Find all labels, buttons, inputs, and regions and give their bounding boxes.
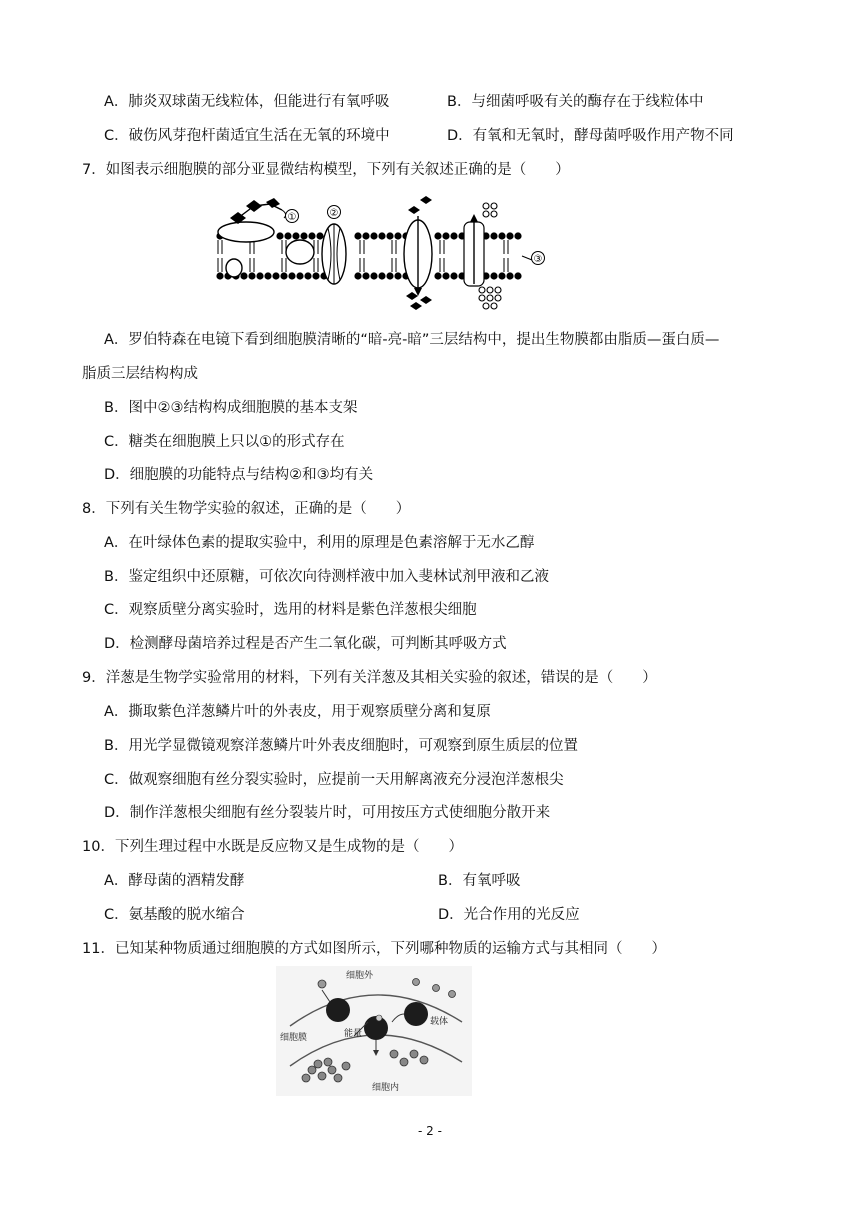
page-number: - 2 - [418,1124,442,1138]
fig-label-2: ② [329,208,339,219]
q7-option-a-line2: 脂质三层结构构成 [82,366,198,382]
q8-option-a: A．在叶绿体色素的提取实验中，利用的原理是色素溶解于无水乙醇 [104,535,535,551]
q11-stem: 11．已知某种物质通过细胞膜的方式如图所示，下列哪种物质的运输方式与其相同（ ） [82,941,666,957]
q9-option-c: C．做观察细胞有丝分裂实验时，应提前一天用解离液充分浸泡洋葱根尖 [104,772,564,788]
q10-option-b: B．有氧呼吸 [438,873,521,889]
q7-stem: 7．如图表示细胞膜的部分亚显微结构模型，下列有关叙述正确的是（ ） [82,162,570,178]
q7-option-b: B．图中②③结构构成细胞膜的基本支架 [104,400,358,416]
q10-option-a: A．酵母菌的酒精发酵 [104,873,245,889]
q9-stem: 9．洋葱是生物学实验常用的材料，下列有关洋葱及其相关实验的叙述，错误的是（ ） [82,670,657,686]
fig-label-outside: 细胞外 [346,971,374,981]
q10-stem: 10．下列生理过程中水既是反应物又是生成物的是（ ） [82,839,463,855]
q8-stem: 8．下列有关生物学实验的叙述，正确的是（ ） [82,501,411,517]
q6-option-c: C．破伤风芽孢杆菌适宜生活在无氧的环境中 [104,128,390,144]
cell-membrane-diagram [210,192,550,312]
q10-option-d: D．光合作用的光反应 [438,907,580,923]
q7-option-c: C．糖类在细胞膜上只以①的形式存在 [104,434,345,450]
q9-option-b: B．用光学显微镜观察洋葱鳞片叶外表皮细胞时，可观察到原生质层的位置 [104,738,578,754]
q6-option-d: D．有氧和无氧时，酵母菌呼吸作用产物不同 [447,128,734,144]
q7-option-d: D．细胞膜的功能特点与结构②和③均有关 [104,467,374,483]
q8-option-c: C．观察质壁分离实验时，选用的材料是紫色洋葱根尖细胞 [104,602,477,618]
fig-label-carrier: 载体 [430,1017,449,1027]
fig-label-1: ① [287,212,297,223]
q6-option-b: B．与细菌呼吸有关的酶存在于线粒体中 [447,94,704,110]
q9-option-d: D．制作洋葱根尖细胞有丝分裂装片时，可用按压方式使细胞分散开来 [104,805,551,821]
active-transport-diagram [276,966,472,1096]
q6-option-a: A．肺炎双球菌无线粒体，但能进行有氧呼吸 [104,94,390,110]
fig-label-inside: 细胞内 [372,1083,400,1093]
q8-option-d: D．检测酵母菌培养过程是否产生二氧化碳，可判断其呼吸方式 [104,636,507,652]
q9-option-a: A．撕取紫色洋葱鳞片叶的外表皮，用于观察质壁分离和复原 [104,704,491,720]
fig-label-3: ③ [533,254,543,265]
fig-label-membrane: 细胞膜 [280,1033,308,1043]
q8-option-b: B．鉴定组织中还原糖，可依次向待测样液中加入斐林试剂甲液和乙液 [104,569,549,585]
q7-option-a-line1: A．罗伯特森在电镜下看到细胞膜清晰的“暗-亮-暗”三层结构中，提出生物膜都由脂质—蛋白质— [104,332,720,348]
q10-option-c: C．氨基酸的脱水缩合 [104,907,245,923]
fig-label-energy: 能量 [344,1029,363,1039]
